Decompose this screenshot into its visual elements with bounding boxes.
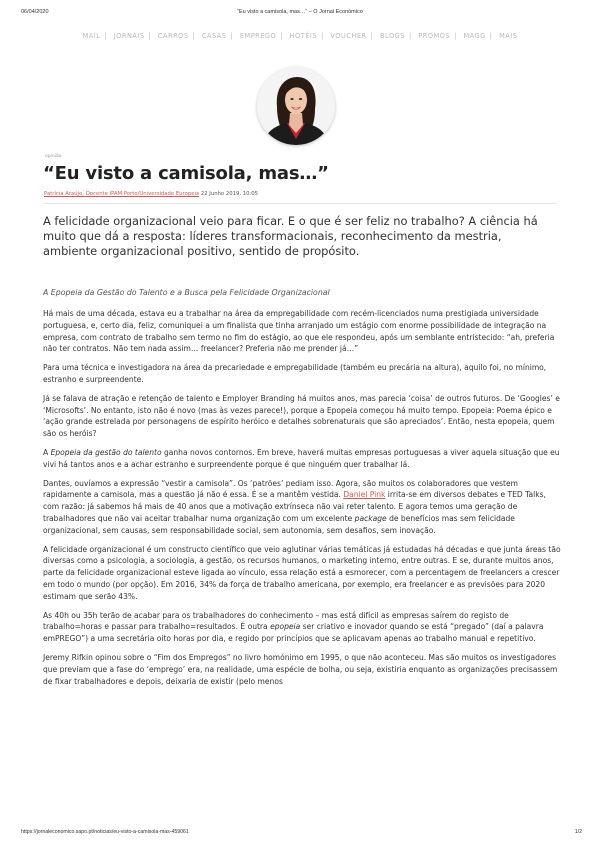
print-date: 06/04/2020 bbox=[21, 9, 49, 15]
article-byline bbox=[44, 191, 258, 197]
paragraph-1: Há mais de uma década, estava eu a trabalhar na área da empregabilidade com recém-licenciados numa prestigiada universidade portuguesa, e, certo dia, feliz, comuniquei a um finalista que tinha arranjado um estágio com enorme possibilidade de integração na empresa, com contrato de trabalho sem termo no fim do estágio, ao que ele respondeu, após um semblante entristecido: “ah, preferia não ter contratos. Não tem nada assim… freelancer? Preferia não me prender já…” bbox=[43, 309, 555, 354]
article-body bbox=[43, 308, 563, 694]
paragraph-2: Para uma técnica e investigadora na área da precariedade e empregabilidade (também eu precária na altura), aquilo foi, no mínimo, estranho e surpreendente. bbox=[43, 363, 547, 384]
paragraph-8: Jeremy Rifkin opinou sobre o “Fim dos Empregos” no livro homónimo em 1995, o que não aconteceu. Mas são muitos os investigadores que previam que a fase do ‘emprego’ era, na realidade, uma espécie de bolha, ou seja, existiria enquanto as organizações precisassem de fixar trabalhadores e depois, deixaria de existir (pelo menos bbox=[43, 652, 558, 686]
print-page-number: 1/2 bbox=[574, 829, 582, 835]
paragraph-5: Dantes, ouvíamos a expressão “vestir a camisola”. Os ‘patrões’ pediam isso. Agora, são muitos os colaboradores que vestem rapidamente a camisola, mas a questão já não é essa. É se a mantêm vestida. Daniel Pink irrita-se em diversos debates e TED Talks, com razão: já sabemos há mais de 40 anos que a motivação extrínseca não vai reter talento. E agora temos uma geração de trabalhadores que não vai aceitar trabalhar numa organização com um excelente package de benefícios mas sem felicidade organizacional, sem causas, sem responsabilidade social, sem autonomia, sem desafios, sem inovação. bbox=[43, 478, 546, 535]
italic-phrase: Epopeia da gestão do talento bbox=[50, 447, 162, 457]
nav-item-promos[interactable]: PROMOS bbox=[418, 32, 451, 40]
nav-item-magg[interactable]: MAGG bbox=[463, 32, 486, 40]
italic-epopeia: epopeia bbox=[270, 622, 301, 632]
italic-package: package bbox=[354, 513, 387, 523]
paragraph-7: As 40h ou 35h terão de acabar para os trabalhadores do conhecimento – mas está difícil as empresas saírem do registo de trabalho=horas e passar para trabalho=resultados. É outra epopeia ser criativo e inovador quando se está “pregado” (daí a palavra emPREGO”) a uma secretária oito horas por dia, e regido por princípios que se aplicavam apenas ao trabalho manual e repetitivo. bbox=[43, 610, 544, 644]
nav-item-blogs[interactable]: BLOGS bbox=[379, 32, 405, 40]
article-lead: A felicidade organizacional veio para ficar. E o que é ser feliz no trabalho? A ciência há muito que dá a resposta: líderes transformacionais, reconhecimento da mestria, ambiente organizacional positivo, sentido de propósito. bbox=[43, 214, 538, 259]
print-header bbox=[0, 9, 600, 19]
article-subtitle: A Epopeia da Gestão do Talento e a Busca pela Felicidade Organizacional bbox=[43, 288, 330, 297]
nav-item-mais[interactable]: MAIS bbox=[499, 32, 518, 40]
paragraph-6: A felicidade organizacional é um constructo científico que veio aglutinar várias temáticas já estudadas há décadas e que junta áreas tão diversas como a psicologia, a sociologia, a gestão, os recursos humanos, o marketing interno, entre outras. E se, durante muitos anos, parte da felicidade organizacional esteve ligada ao vínculo, essa relação está a esmorecer, com a percentagem de freelancers a crescer em todo o mundo (por opção). Em 2016, 34% da força de trabalho americana, por exemplo, era freelancer e as previsões para 2020 estimam que serão 43%. bbox=[43, 544, 561, 601]
paragraph-3: Já se falava de atração e retenção de talento e Employer Branding há muitos anos, mas parecia ‘coisa’ de outros futuros. De ‘Googles’ e ‘Microsofts’. No entanto, isto não é novo (mas às vezes parece!), porque a Epopeia começou há muito tempo. Epopeia: Poema épico e ‘ação grande estrelada por personagens de espírito heróico e detalhes sobrenaturais que são apreciados’. Então, nesta epopeia, quem são os heróis? bbox=[43, 393, 560, 439]
print-url: https://jornaleconomico.sapo.pt/noticias/eu-visto-a-camisola-mas-459061 bbox=[21, 829, 189, 835]
author-avatar bbox=[257, 67, 335, 145]
nav-item-mail[interactable]: MAIL bbox=[82, 32, 101, 40]
nav-item-emprego[interactable]: EMPREGO bbox=[239, 32, 277, 40]
paragraph-4: A Epopeia da gestão do talento ganha novos contornos. Em breve, haverá muitas empresas portuguesas a viver aquela situação que eu vivi há tantos anos e a achar estranho e surpreendente porque é que ninguém quer trabalhar lá. bbox=[43, 447, 560, 469]
nav-item-jornais[interactable]: JORNAIS bbox=[113, 32, 145, 40]
nav-item-casas[interactable]: CASAS bbox=[201, 32, 227, 40]
nav-item-hoteis[interactable]: HOTÉIS bbox=[289, 32, 318, 40]
divider bbox=[43, 203, 557, 204]
article-headline: “Eu visto a camisola, mas…” bbox=[43, 163, 329, 184]
article-date: 22 Junho 2019, 10:05 bbox=[200, 191, 258, 197]
article-category[interactable]: opinião bbox=[45, 154, 62, 159]
author-portrait-image bbox=[257, 67, 335, 145]
print-page-title: “Eu visto a camisola, mas…” – O Jornal Económico bbox=[237, 9, 363, 15]
nav-item-voucher[interactable]: VOUCHER bbox=[330, 32, 367, 40]
daniel-pink-link[interactable]: Daniel Pink bbox=[343, 490, 386, 500]
author-link[interactable]: Patrícia Araújo, Docente IPAM Porto/Universidade Europeia bbox=[44, 191, 200, 197]
top-navigation: MAIL | JORNAIS | CARROS | CASAS | EMPREGO | HOTÉIS | VOUCHER | BLOGS | PROMOS | MAGG | MAIS bbox=[82, 32, 518, 40]
nav-item-carros[interactable]: CARROS bbox=[157, 32, 189, 40]
